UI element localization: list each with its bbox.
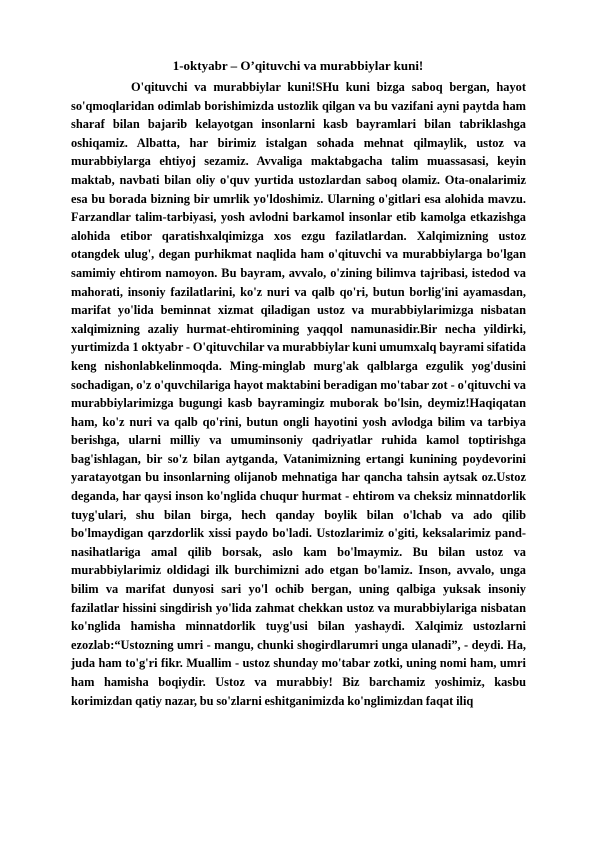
document-title: 1-oktyabr – O’qituvchi va murabbiylar kuni! [172,58,424,73]
body-paragraph: O'qituvchi va murabbiylar kuni!SHu kuni bizga saboq bergan, hayot so'qmoqlaridan odimlab borishimizda ustozlik qilgan va bu vazifani ayni paytda ham sharaf bilan bajarib kelayotgan insonlarni kasb bayramlari bilan tabriklashga oshiqamiz. Albatta, har birimiz istalgan sohada mehnat qilmaylik, ustoz va murabbiylarga ehtiyoj sezamiz. Avvaliga maktabgacha talim muassasasi, keyin maktab, navbati bilan oliy o'quv yurtida ustozlardan saboq olamiz. Ota-onalarimiz esa bu borada bizning bir umrlik yo'ldoshimiz. Ularning o'gitlari esa alohida mavzu. Farzandlar talim-tarbiyasi, yosh avlodni barkamol insonlar etib kamolga etkazishga alohida etibor qaratishxalqimizga xos ezgu fazilatlardan. Xalqimizning ustoz otangdek ulug', degan purhikmat naqlida ham o'qituvchi va murabbiylarga bo'lgan samimiy ehtirom namoyon. Bu bayram, avvalo, o'zining bilimva tajribasi, istedod va mahorati, insoniy fazilatlarini, ko'z nuri va qalb qo'ri, butun borlig'ini ayamasdan, marifat yo'lida beminnat xizmat qiladigan ustoz va murabbiylarimizga nisbatan xalqimizning azaliy hurmat-ehtiromining yaqqol namunasidir.Bir necha yildirki, yurtimizda 1 oktyabr - O'qituvchilar va murabbiylar kuni umumxalq bayrami sifatida keng nishonlabkelinmoqda. Ming-minglab murg'ak qalblarga ezgulik yog'dusini sochadigan, o'z o'quvchilariga hayot maktabini beradigan mo'tabar zot - o'qituvchi va murabbiylarimizga bugungi kasb bayramingiz muborak bo'lsin, deymiz!Haqiqatan ham, ko'z nuri va qalb qo'rini, butun ongli hayotini yosh avlodga bilim va tarbiya berishga, ularni milliy va umuminsoniy qadriyatlar ruhida kamol toptirishga bag'ishlagan, bir so'z bilan aytganda, Vatanimizning ertangi kunining poydevorini yaratayotgan bu insonlarning olijanob mehnatiga har qancha tahsin aytsak oz.Ustoz deganda, har qaysi inson ko'nglida chuqur hurmat - ehtirom va cheksiz minnatdorlik tuyg'ulari, shu bilan birga, hech qanday boylik bilan o'lchab va ado qilib bo'lmaydigan qarzdorlik xissi paydo bo'ladi. Ustozlarimiz o'giti, keksalarimiz pand-nasihatlariga amal qilib borsak, aslo kam bo'lmaymiz. Bu bilan ustoz va murabbiylarimiz oldidagi ilk burchimizni ado etgan bo'lamiz. Inson, avvalo, unga bilim va marifat dunyosi sari yo'l ochib bergan, uning qalbiga yuksak insoniy fazilatlar hissini singdirish yo'lida zahmat chekkan ustoz va murabbiylariga nisbatan ko'nglida hamisha minnatdorlik tuyg'usi bilan yashaydi. Xalqimiz ustozlarni ezozlab:“Ustozning umri - mangu, chunki shogirdlarumri unga ulanadi”, - deydi. Ha, juda ham to'g'ri fikr. Muallim - ustoz shunday mo'tabar zotki, uning nomi ham, umri ham hamisha boqiydir. Ustoz va murabbiy! Biz barchamiz yoshimiz, kasbu korimizdan qatiy nazar, bu so'zlarni eshitganimizda ko'nglimizdan faqat iliq [71,80,526,708]
